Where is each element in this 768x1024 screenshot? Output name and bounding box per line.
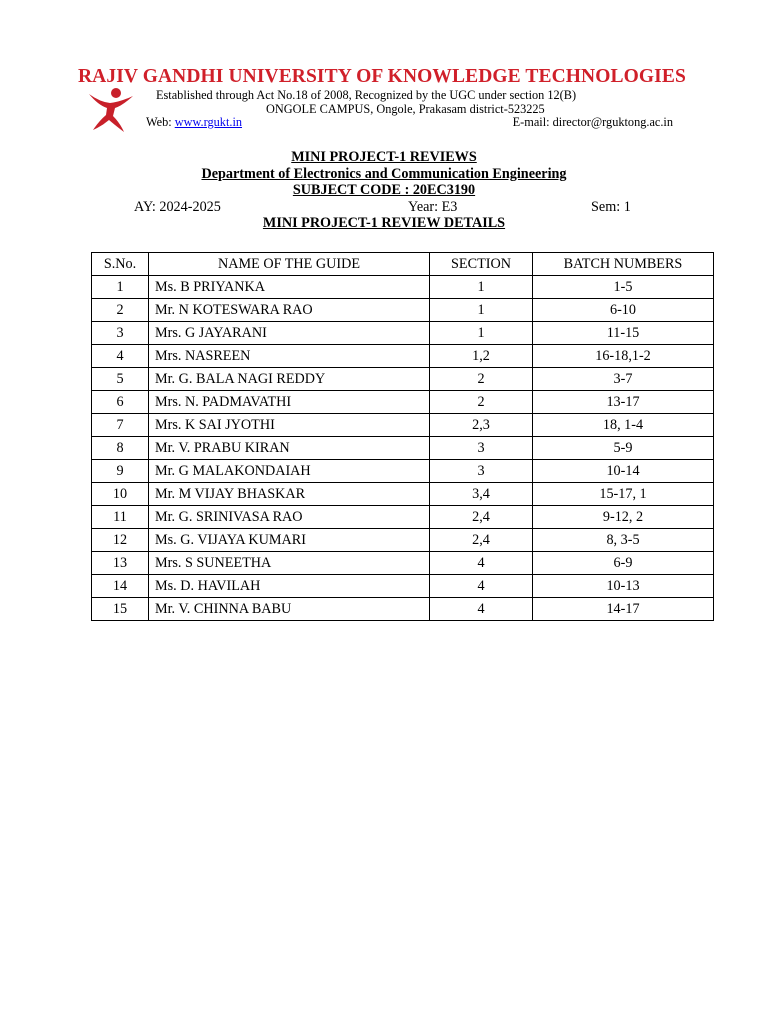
cell-section: 2,3: [430, 414, 533, 437]
table-row: [92, 299, 714, 322]
cell-guide-name: Mr. G. BALA NAGI REDDY: [149, 368, 430, 391]
cell-sno: 9: [92, 460, 149, 483]
cell-section: 1: [430, 299, 533, 322]
cell-section: 4: [430, 575, 533, 598]
email-line: E-mail: director@rguktong.ac.in: [512, 115, 673, 129]
cell-batch-numbers: 11-15: [533, 322, 714, 345]
university-logo-icon: [86, 86, 136, 134]
cell-guide-name: Mr. N KOTESWARA RAO: [149, 299, 430, 322]
cell-guide-name: Mrs. G JAYARANI: [149, 322, 430, 345]
cell-batch-numbers: 1-5: [533, 276, 714, 299]
cell-sno: 14: [92, 575, 149, 598]
cell-sno: 6: [92, 391, 149, 414]
year-label: Year: E3: [408, 199, 458, 215]
cell-guide-name: Mr. G. SRINIVASA RAO: [149, 506, 430, 529]
cell-sno: 12: [92, 529, 149, 552]
header-sno: S.No.: [92, 253, 149, 276]
table-row: [92, 437, 714, 460]
cell-batch-numbers: 5-9: [533, 437, 714, 460]
header-batch-numbers: BATCH NUMBERS: [533, 253, 714, 276]
cell-guide-name: Ms. G. VIJAYA KUMARI: [149, 529, 430, 552]
header-guide-name: NAME OF THE GUIDE: [149, 253, 430, 276]
table-row: [92, 575, 714, 598]
cell-sno: 11: [92, 506, 149, 529]
cell-sno: 8: [92, 437, 149, 460]
table-row: [92, 276, 714, 299]
cell-section: 2: [430, 391, 533, 414]
cell-section: 1: [430, 322, 533, 345]
letterhead: [0, 0, 768, 140]
table-header-row: [92, 253, 714, 276]
cell-batch-numbers: 10-13: [533, 575, 714, 598]
table-row: [92, 391, 714, 414]
table-row: [92, 529, 714, 552]
table-row: [92, 552, 714, 575]
semester-label: Sem: 1: [591, 199, 631, 215]
cell-guide-name: Mr. V. PRABU KIRAN: [149, 437, 430, 460]
cell-section: 3: [430, 460, 533, 483]
cell-section: 4: [430, 552, 533, 575]
cell-guide-name: Mr. V. CHINNA BABU: [149, 598, 430, 621]
cell-batch-numbers: 6-10: [533, 299, 714, 322]
web-line: [146, 115, 242, 130]
academic-year: AY: 2024-2025: [134, 199, 221, 215]
cell-batch-numbers: 10-14: [533, 460, 714, 483]
campus-line: ONGOLE CAMPUS, Ongole, Prakasam district-523225: [266, 102, 545, 116]
cell-sno: 2: [92, 299, 149, 322]
cell-guide-name: Mrs. S SUNEETHA: [149, 552, 430, 575]
cell-batch-numbers: 18, 1-4: [533, 414, 714, 437]
subject-code: SUBJECT CODE : 20EC3190: [292, 182, 476, 198]
cell-batch-numbers: 14-17: [533, 598, 714, 621]
cell-sno: 7: [92, 414, 149, 437]
cell-guide-name: Mr. G MALAKONDAIAH: [149, 460, 430, 483]
cell-batch-numbers: 9-12, 2: [533, 506, 714, 529]
cell-guide-name: Mrs. NASREEN: [149, 345, 430, 368]
table-row: [92, 506, 714, 529]
cell-sno: 15: [92, 598, 149, 621]
table-row: [92, 345, 714, 368]
cell-batch-numbers: 15-17, 1: [533, 483, 714, 506]
website-link[interactable]: www.rgukt.in: [174, 115, 243, 129]
web-label: Web:: [146, 115, 175, 129]
cell-sno: 13: [92, 552, 149, 575]
cell-batch-numbers: 3-7: [533, 368, 714, 391]
cell-guide-name: Ms. D. HAVILAH: [149, 575, 430, 598]
cell-batch-numbers: 16-18,1-2: [533, 345, 714, 368]
table-row: [92, 598, 714, 621]
cell-section: 3: [430, 437, 533, 460]
university-name: RAJIV GANDHI UNIVERSITY OF KNOWLEDGE TECHNOLOGIES: [78, 66, 686, 87]
table-row: [92, 322, 714, 345]
table-body: [92, 276, 714, 621]
cell-section: 3,4: [430, 483, 533, 506]
cell-sno: 4: [92, 345, 149, 368]
table-row: [92, 483, 714, 506]
established-line: Established through Act No.18 of 2008, Recognized by the UGC under section 12(B): [156, 88, 577, 102]
page-title: MINI PROJECT-1 REVIEWS: [291, 149, 477, 165]
cell-section: 1,2: [430, 345, 533, 368]
cell-sno: 3: [92, 322, 149, 345]
cell-section: 1: [430, 276, 533, 299]
cell-batch-numbers: 6-9: [533, 552, 714, 575]
cell-guide-name: Mr. M VIJAY BHASKAR: [149, 483, 430, 506]
cell-section: 2,4: [430, 506, 533, 529]
table-row: [92, 414, 714, 437]
cell-section: 2,4: [430, 529, 533, 552]
cell-batch-numbers: 13-17: [533, 391, 714, 414]
cell-section: 2: [430, 368, 533, 391]
cell-guide-name: Mrs. N. PADMAVATHI: [149, 391, 430, 414]
cell-guide-name: Mrs. K SAI JYOTHI: [149, 414, 430, 437]
cell-guide-name: Ms. B PRIYANKA: [149, 276, 430, 299]
cell-sno: 5: [92, 368, 149, 391]
cell-sno: 10: [92, 483, 149, 506]
department-title: Department of Electronics and Communication Engineering: [201, 166, 567, 182]
header-section: SECTION: [430, 253, 533, 276]
review-table: [91, 252, 714, 621]
table-row: [92, 368, 714, 391]
cell-sno: 1: [92, 276, 149, 299]
details-title: MINI PROJECT-1 REVIEW DETAILS: [262, 215, 506, 231]
cell-section: 4: [430, 598, 533, 621]
cell-batch-numbers: 8, 3-5: [533, 529, 714, 552]
table-row: [92, 460, 714, 483]
